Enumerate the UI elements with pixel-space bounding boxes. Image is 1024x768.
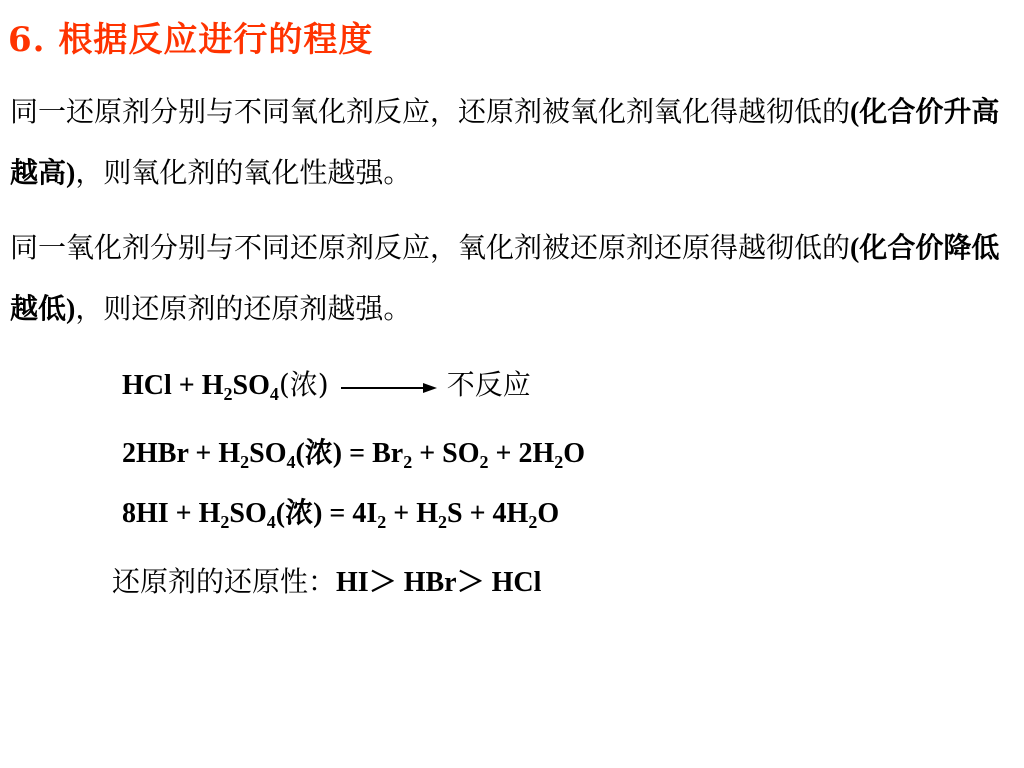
formula-part: SO: [229, 498, 267, 529]
formula-part: O: [537, 498, 560, 529]
slide-title: 6. 根据反应进行的程度: [8, 20, 374, 60]
subscript: 2: [403, 452, 413, 472]
formula-part: O: [563, 438, 586, 469]
formula-part: (浓) = Br: [295, 438, 404, 469]
paragraph-text: ，则还原剂的还原剂越强。: [75, 292, 412, 325]
equation-hcl: [122, 368, 531, 403]
equation-hbr: [122, 437, 585, 471]
formula-part: + 2H: [488, 438, 555, 469]
formula-part: + SO: [412, 438, 480, 469]
paragraph-text: ，则氧化剂的氧化性越强。: [75, 156, 412, 189]
right-arrow-icon: [341, 380, 437, 396]
paragraph-parenthetical: (化合价升高越高): [10, 97, 1000, 189]
formula-part: SO: [232, 370, 270, 401]
formula-part: 2HBr + H: [122, 438, 241, 469]
paragraph-text: 同一还原剂分别与不同氧化剂反应，还原剂被氧化剂氧化得越彻低的: [10, 95, 851, 128]
subscript: 2: [220, 512, 230, 532]
conclusion-label: 还原剂的还原性：: [112, 565, 337, 598]
subscript: 4: [286, 452, 296, 472]
formula-part: (浓) = 4I: [275, 498, 378, 529]
formula-part: + H: [386, 498, 439, 529]
subscript: 2: [528, 512, 538, 532]
subscript: 2: [240, 452, 250, 472]
subscript: 2: [438, 512, 448, 532]
subscript: 2: [479, 452, 489, 472]
subscript: 4: [269, 384, 279, 404]
formula-part: (浓): [278, 368, 329, 401]
paragraph-reductant-rule: [10, 82, 1015, 204]
formula-part: S + 4H: [447, 498, 529, 529]
paragraph-text: 同一氧化剂分别与不同还原剂反应，氧化剂被还原剂还原得越彻低的: [10, 231, 851, 264]
subscript: 2: [377, 512, 387, 532]
paragraph-oxidant-rule: [10, 218, 1015, 340]
reducing-power-conclusion: [112, 565, 541, 600]
formula-part: 8HI + H: [122, 498, 221, 529]
equation-hi: [122, 497, 559, 531]
subscript: 2: [223, 384, 233, 404]
formula-part: SO: [249, 438, 287, 469]
subscript: 2: [554, 452, 564, 472]
reaction-result: 不反应: [446, 368, 531, 401]
formula-part: HCl + H: [122, 370, 224, 401]
subscript: 4: [266, 512, 276, 532]
conclusion-order: HI＞ HBr＞ HCl: [336, 567, 542, 598]
paragraph-parenthetical: (化合价降低越低): [10, 233, 1000, 325]
